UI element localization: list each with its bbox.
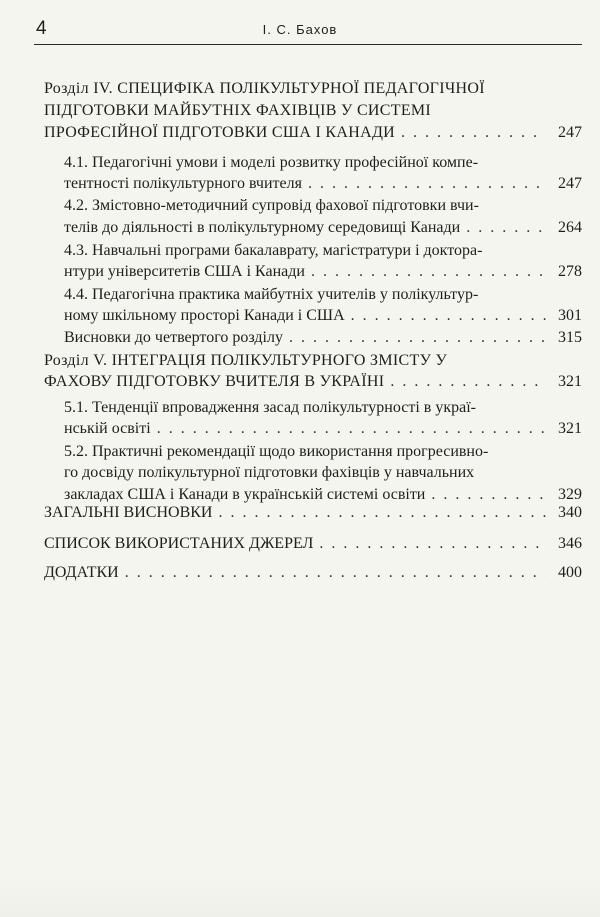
toc-section-4-last-line [44,123,582,143]
dot-leader [125,563,546,583]
toc-entry-4-1-page: 247 [558,175,582,192]
toc-entry-4-3-line1: 4.3. Навчальні програми бакалаврату, магістратури і доктора- [64,242,483,259]
toc-entry-appendices [44,563,582,583]
toc-entry-4-2-line1: 4.2. Змістовно-методичний супровід фахової підготовки вчи- [64,197,479,214]
page-bottom [0,877,600,917]
dot-leader [431,485,546,505]
dot-leader [289,328,546,348]
dot-leader [401,123,546,143]
toc-entry-4-3-line2: нтури університетів США і Канади [64,263,305,280]
toc-entry-4-2-line2: телів до діяльності в полікультурному середовищі Канади [64,219,461,236]
toc-entry-5-1-page: 321 [558,420,582,437]
toc-entry-appendices-page: 400 [558,564,582,581]
toc-entry-4-2-last-line [64,218,582,238]
toc-entry-4-1-line1: 4.1. Педагогічні умови і моделі розвитку професійної компе- [64,154,479,171]
dot-leader [390,372,546,392]
toc-entry-5-1-last-line [64,419,582,439]
toc-entry-conclusions-4 [64,328,582,348]
toc-entry-4-4-page: 301 [558,307,582,324]
toc-section-4-line2: ПІДГОТОВКИ МАЙБУТНІХ ФАХІВЦІВ У СИСТЕМІ [44,102,432,119]
toc-section-5-line2: ФАХОВУ ПІДГОТОВКУ ВЧИТЕЛЯ В УКРАЇНІ [44,373,385,390]
dot-leader [218,503,546,523]
toc-entry-5-2-line3: закладах США і Канади в українській системі освіти [64,486,426,503]
dot-leader [319,534,546,554]
toc-entry-5-1-line2: нській освіті [64,420,151,437]
header-rule [34,44,582,45]
toc-entry-5-2-last-line [64,485,582,505]
running-head: І. С. Бахов [262,22,338,37]
toc-section-4-line1: Розділ IV. СПЕЦИФІКА ПОЛІКУЛЬТУРНОЇ ПЕДАГОГІЧНОЇ [44,80,485,97]
toc-section-5-line1: Розділ V. ІНТЕГРАЦІЯ ПОЛІКУЛЬТУРНОГО ЗМІСТУ У [44,352,448,369]
dot-leader [311,262,546,282]
toc-entry-conclusions-4-page: 315 [558,329,582,346]
toc-entry-4-2-page: 264 [558,219,582,236]
toc-entry-appendices-label: ДОДАТКИ [44,564,119,581]
dot-leader [157,419,546,439]
toc-entry-5-2-line2: го досвіду полікультурної підготовки фахівців у навчальних [64,464,475,481]
toc-entry-general-conclusions [44,503,582,523]
toc-entry-general-conclusions-label: ЗАГАЛЬНІ ВИСНОВКИ [44,504,213,521]
toc-section-5-last-line [44,372,582,392]
toc-section-4-line3: ПРОФЕСІЙНОЇ ПІДГОТОВКИ США І КАНАДИ [44,124,396,141]
toc-entry-4-4-line2: ному шкільному просторі Канади і США [64,307,345,324]
toc-entry-conclusions-4-label: Висновки до четвертого розділу [64,329,283,346]
toc-entry-4-3-page: 278 [558,263,582,280]
page-number: 4 [36,18,47,39]
toc-entry-references-label: СПИСОК ВИКОРИСТАНИХ ДЖЕРЕЛ [44,535,314,552]
toc-entry-5-2-page: 329 [558,486,582,503]
dot-leader [466,218,546,238]
toc-entry-4-3-last-line [64,262,582,282]
toc-section-4-page: 247 [558,124,582,141]
toc-entry-4-4-last-line [64,306,582,326]
toc-entry-references-page: 346 [558,535,582,552]
toc-entry-4-1-last-line [64,174,582,194]
toc-section-5-page: 321 [558,373,582,390]
toc-entry-4-4-line1: 4.4. Педагогічна практика майбутніх учителів у полікультур- [64,286,479,303]
toc-entry-general-conclusions-page: 340 [558,504,582,521]
dot-leader [308,174,546,194]
toc-entry-5-1-line1: 5.1. Тенденції впровадження засад полікультурності в украї- [64,399,476,416]
dot-leader [351,306,546,326]
toc-entry-4-1-line2: тентності полікультурного вчителя [64,175,302,192]
toc-entry-5-2-line1: 5.2. Практичні рекомендації щодо використання прогресивно- [64,443,489,460]
toc-entry-references [44,534,582,554]
